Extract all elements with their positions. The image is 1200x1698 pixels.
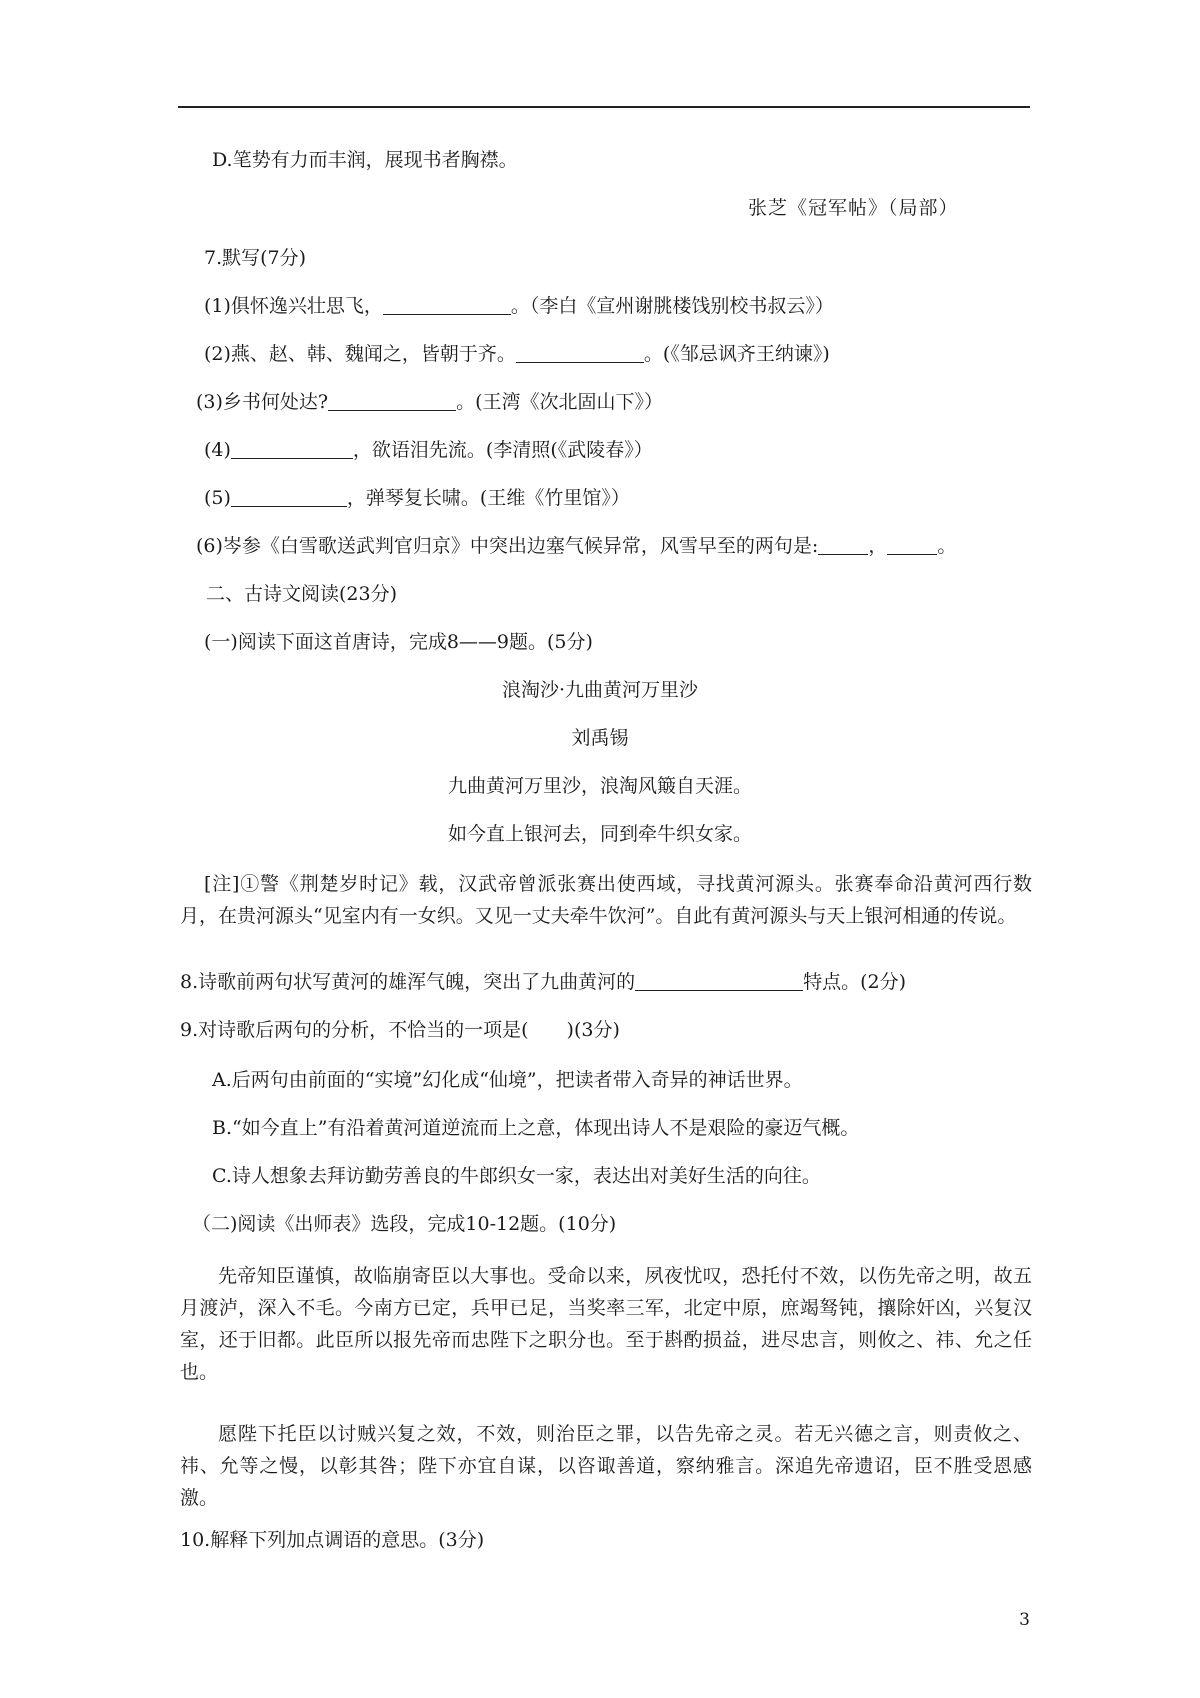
q7-item-4: (4) ，欲语泪先流。(李清照(《武陵春》） xyxy=(204,439,653,461)
answer-blank[interactable] xyxy=(818,534,868,555)
answer-blank[interactable] xyxy=(516,342,644,363)
answer-blank[interactable] xyxy=(635,970,803,991)
poem-line-2: 如今直上银河去，同到牵牛织女家。 xyxy=(447,823,752,845)
section-2-heading: 二、古诗文阅读(23分) xyxy=(206,583,398,605)
answer-blank[interactable] xyxy=(231,438,353,459)
subsection-2-heading: （二)阅读《出师表》选段，完成10-12题。(10分) xyxy=(192,1213,617,1235)
poem-line-1: 九曲黄河万里沙，浪淘风簸自天涯。 xyxy=(447,775,752,797)
question-8: 8.诗歌前两句状写黄河的雄浑气魄，突出了九曲黄河的 特点。(2分) xyxy=(180,971,907,993)
question-7: 7.默写(7分) xyxy=(204,247,307,269)
answer-blank[interactable] xyxy=(383,294,511,315)
q7-item-2: (2)燕、赵、韩、魏闻之，皆朝于齐。 。(《邹忌讽齐王纳谏》) xyxy=(204,343,830,365)
poem-title: 浪淘沙·九曲黄河万里沙 xyxy=(501,679,699,701)
answer-blank[interactable] xyxy=(887,534,937,555)
poem-author: 刘禹锡 xyxy=(571,727,629,749)
image-caption: 张芝《冠军帖》（局部） xyxy=(748,197,959,219)
q7-item-3: (3)乡书何处达? 。(王湾《次北固山下》） xyxy=(196,391,664,413)
q9-option-c: C.诗人想象去拜访勤劳善良的牛郎织女一家，表达出对美好生活的向往。 xyxy=(212,1165,821,1187)
q9-option-a: A.后两句由前面的“实境”幻化成“仙境”，把读者带入奇异的神话世界。 xyxy=(212,1069,803,1091)
subsection-1-heading: (一)阅读下面这首唐诗，完成8——9题。(5分) xyxy=(204,631,593,653)
question-9: 9.对诗歌后两句的分析，不恰当的一项是( )(3分) xyxy=(180,1019,620,1041)
page-number: 3 xyxy=(1019,1610,1030,1630)
question-10: 10.解释下列加点调语的意思。(3分) xyxy=(180,1529,485,1551)
header-rule xyxy=(178,106,1030,108)
passage-paragraph-1: 先帝知臣谨慎，故临崩寄臣以大事也。受命以来，夙夜忧叹，恐托付不效，以伤先帝之明，故五月渡泸，深入不毛。今南方已定，兵甲已足，当奖率三军，北定中原，庶竭驽钝，攘除奸凶，兴复汉室，还于旧都。此臣所以报先帝而忠陛下之职分也。至于斟酌损益，进尽忠言，则攸之、祎、允之任也。 xyxy=(180,1265,1032,1383)
q7-item-6: (6)岑参《白雪歌送武判官归京》中突出边塞气候异常，风雪早至的两句是: ， 。 xyxy=(196,535,957,557)
q7-item-5: (5) ，弹琴复长啸。(王维《竹里馆》） xyxy=(204,487,630,509)
passage-paragraph-2: 愿陛下托臣以讨贼兴复之效，不效，则治臣之罪，以告先帝之灵。若无兴德之言，则责攸之、祎、允等之慢，以彰其咎；陛下亦宜自谋，以咨诹善道，察纳雅言。深追先帝遗诏，臣不胜受恩感激。 xyxy=(180,1423,1032,1509)
answer-blank[interactable] xyxy=(328,390,456,411)
answer-blank[interactable] xyxy=(231,486,347,507)
option-d: D.笔势有力而丰润，展现书者胸襟。 xyxy=(212,149,518,171)
q9-option-b: B.“如今直上”有沿着黄河道逆流而上之意，体现出诗人不是艰险的豪迈气概。 xyxy=(212,1117,860,1139)
poem-note: [注]①警《荆楚岁时记》载，汉武帝曾派张赛出使西域，寻找黄河源头。张赛奉命沿黄河西行数月，在贵河源头“见室内有一女织。又见一丈夫牵牛饮河”。自此有黄河源头与天上银河相通的传说。 xyxy=(180,873,1032,927)
q7-item-1: (1)俱怀逸兴壮思飞， 。（李白《宣州谢朓楼饯别校书叔云》） xyxy=(204,295,834,317)
